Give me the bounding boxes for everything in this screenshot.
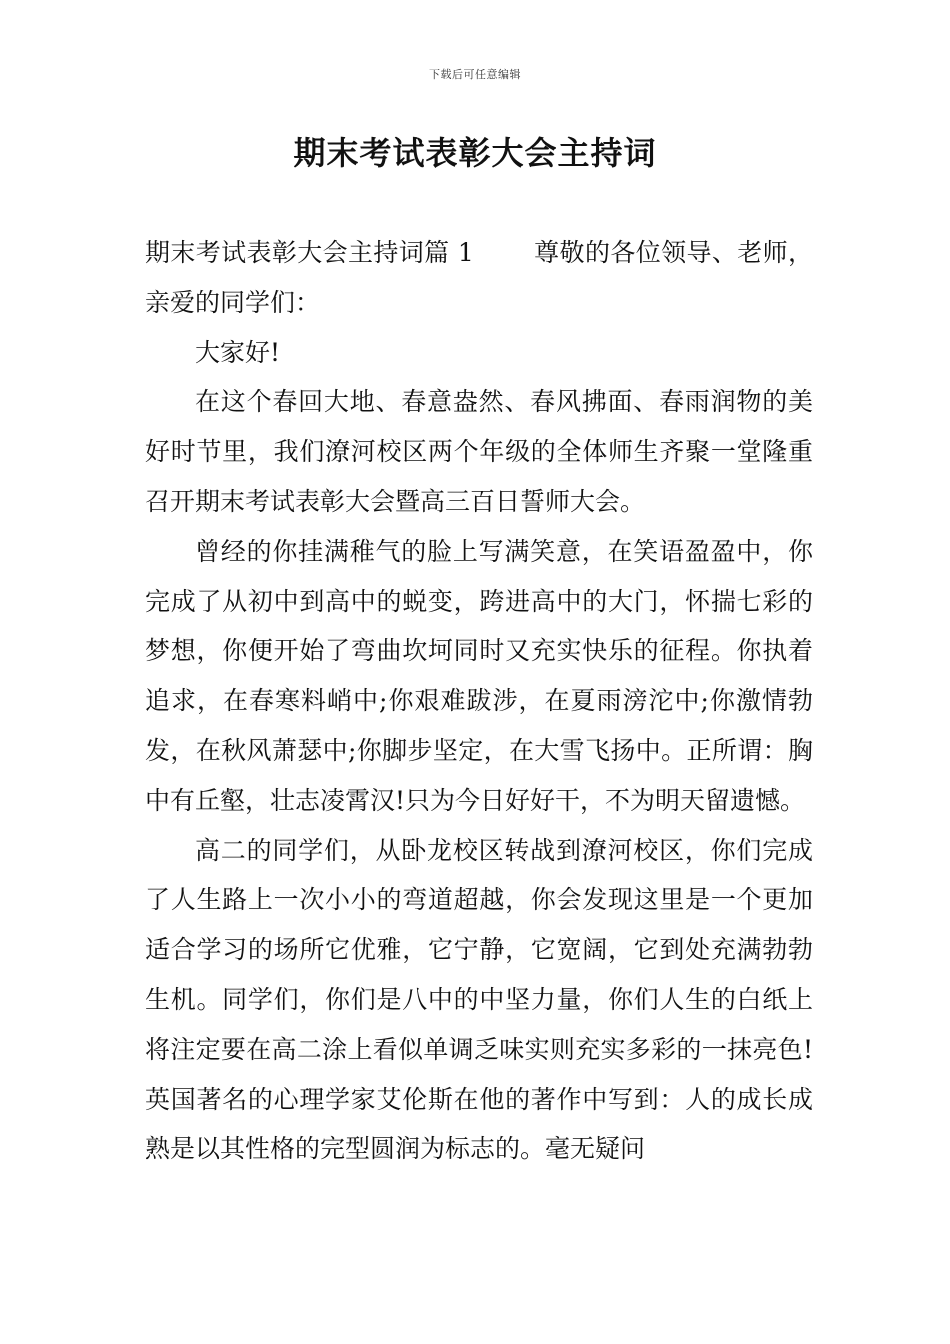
document-title: 期末考试表彰大会主持词	[293, 134, 657, 172]
intro-heading: 期末考试表彰大会主持词篇 1	[145, 238, 474, 267]
header-note: 下载后可任意编辑	[429, 68, 521, 81]
paragraph-opening: 在这个春回大地、春意盎然、春风拂面、春雨润物的美好时节里，我们潦河校区两个年级的全体师生齐聚一堂隆重召开期末考试表彰大会暨高三百日誓师大会。	[145, 387, 813, 516]
paragraph-greeting: 大家好!	[195, 337, 281, 367]
salutation-line-2: 亲爱的同学们：	[145, 287, 321, 317]
document-body	[145, 228, 813, 1174]
intro-line	[145, 228, 813, 328]
salutation-line-1: 尊敬的各位领导、老师，	[533, 238, 813, 267]
paragraph-grade-two: 高二的同学们，从卧龙校区转战到潦河校区，你们完成了人生路上一次小小的弯道超越，你会发现这里是一个更加适合学习的场所它优雅，它宁静，它宽阔，它到处充满勃勃生机。同学们，你们是八中的中坚力量，你们人生的白纸上将注定要在高二涂上看似单调乏味实则充实多彩的一抹亮色!英国著名的心理学家艾伦斯在他的著作中写到：人的成长成熟是以其性格的完型圆润为标志的。毫无疑问	[145, 835, 813, 1164]
paragraph-journey: 曾经的你挂满稚气的脸上写满笑意，在笑语盈盈中，你完成了从初中到高中的蜕变，跨进高中的大门，怀揣七彩的梦想，你便开始了弯曲坎坷同时又充实快乐的征程。你执着追求，在春寒料峭中;你艰难跋涉，在夏雨滂沱中;你激情勃发，在秋风萧瑟中;你脚步坚定，在大雪飞扬中。正所谓：胸中有丘壑，壮志凌霄汉!只为今日好好干，不为明天留遗憾。	[145, 536, 813, 815]
